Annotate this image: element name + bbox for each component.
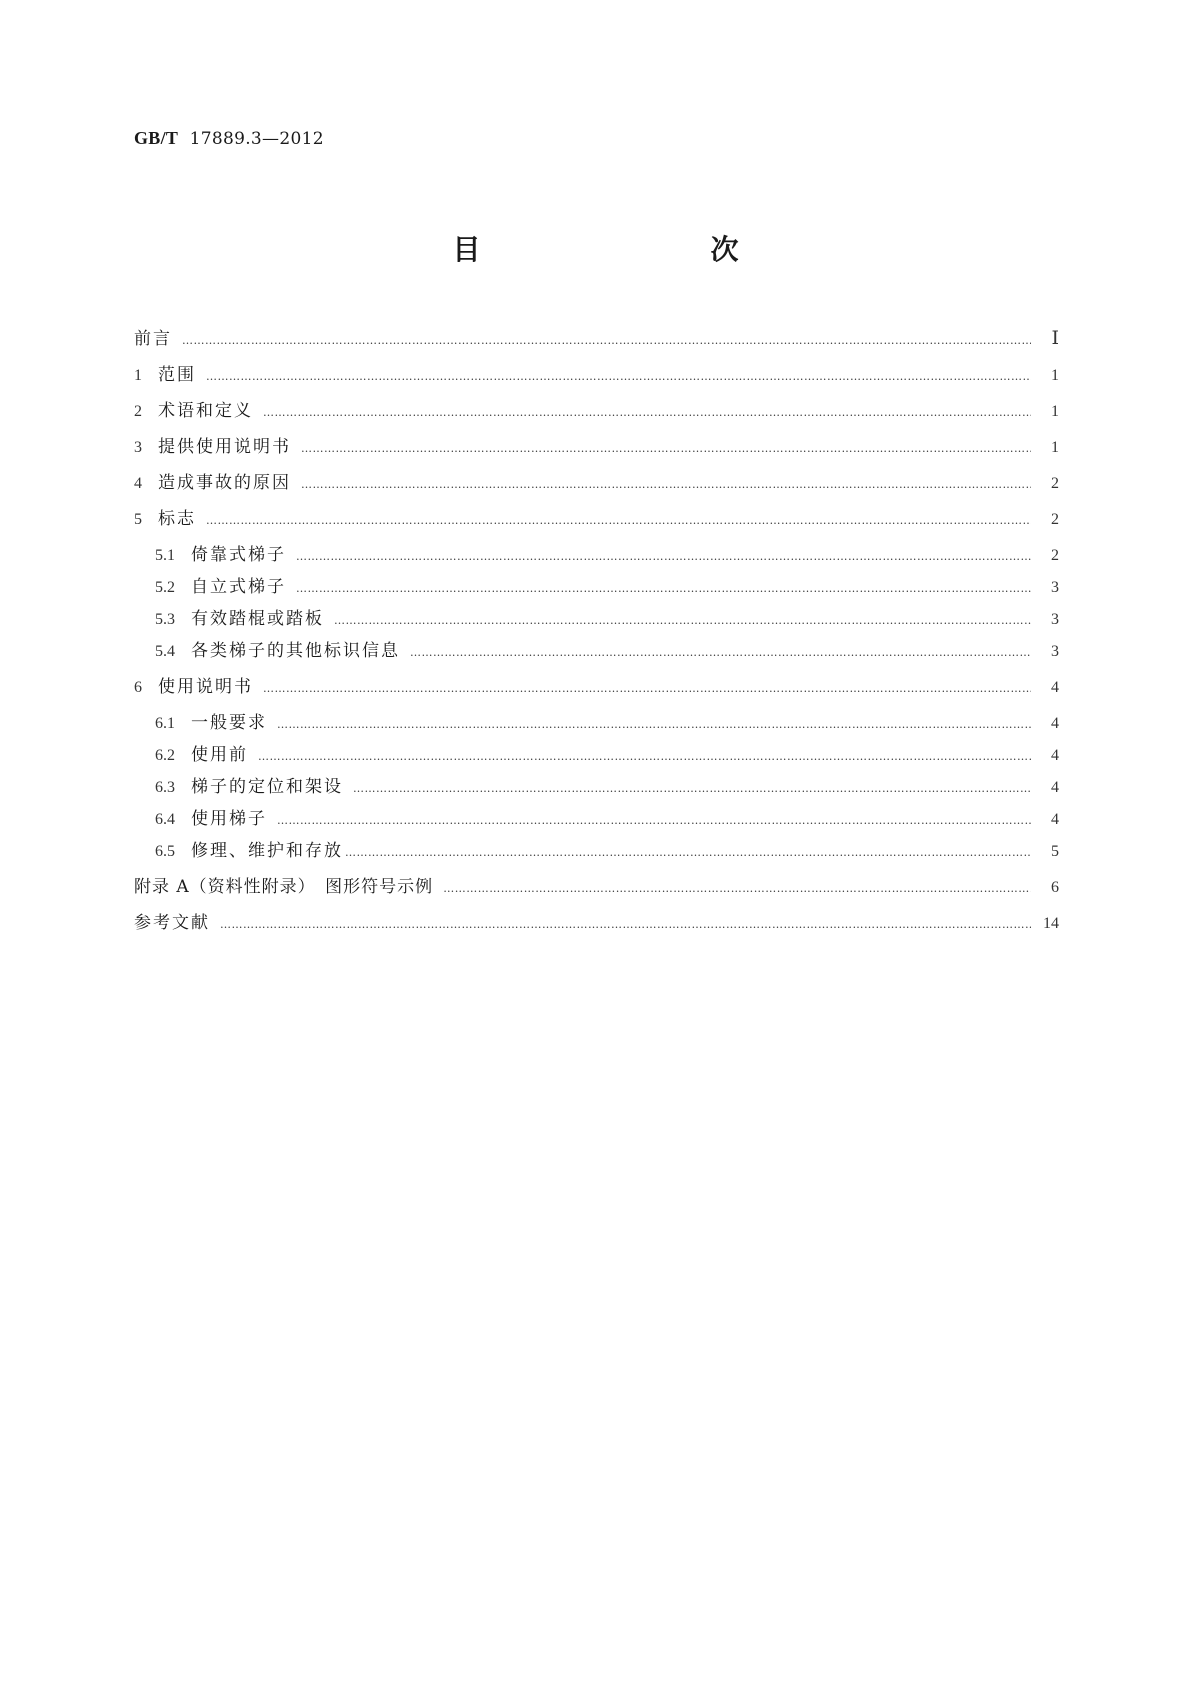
toc-entry-label: 自立式梯子 — [191, 577, 286, 597]
toc-dot-leader — [263, 678, 1031, 700]
toc-entry-label: 使用梯子 — [191, 809, 267, 829]
toc-dot-leader — [296, 546, 1031, 568]
toc-page-number: Ⅰ — [1051, 328, 1059, 349]
toc-entry-5-4[interactable] — [134, 640, 1059, 664]
toc-entry-label: 一般要求 — [191, 713, 267, 733]
toc-page-number: 4 — [1051, 779, 1059, 796]
toc-page-number: 4 — [1051, 715, 1059, 732]
toc-entry-1[interactable] — [134, 364, 1059, 388]
toc-dot-leader — [353, 778, 1031, 800]
toc-page-number: 4 — [1051, 679, 1059, 696]
toc-entry-number: 6.3 — [155, 779, 175, 796]
toc-entry-label: 有效踏棍或踏板 — [191, 609, 324, 629]
toc-page-number: 1 — [1051, 367, 1059, 384]
standard-number — [134, 128, 324, 149]
toc-entry-label: 梯子的定位和架设 — [191, 777, 343, 797]
toc-dot-leader — [182, 330, 1031, 352]
toc-entry-label: 参考文献 — [134, 913, 210, 933]
toc-entry-3[interactable] — [134, 436, 1059, 460]
toc-dot-leader — [277, 810, 1031, 832]
toc-entry-label: 造成事故的原因 — [158, 473, 291, 493]
toc-page-number: 3 — [1051, 611, 1059, 628]
toc-page-number: 3 — [1051, 579, 1059, 596]
toc-dot-leader — [296, 578, 1031, 600]
toc-entry-number: 5 — [134, 511, 142, 528]
toc-page-number: 2 — [1051, 547, 1059, 564]
toc-entry-label: 术语和定义 — [158, 401, 253, 421]
toc-entry-number: 3 — [134, 439, 142, 456]
toc-entry-number: 6.4 — [155, 811, 175, 828]
toc-entry-6[interactable] — [134, 676, 1059, 700]
toc-page-number: 1 — [1051, 439, 1059, 456]
toc-entry-4[interactable] — [134, 472, 1059, 496]
toc-entry-bibliography[interactable] — [134, 912, 1059, 936]
table-of-contents — [134, 328, 1059, 936]
toc-entry-6-1[interactable] — [134, 712, 1059, 736]
toc-dot-leader — [410, 642, 1031, 664]
toc-page-number: 5 — [1051, 843, 1059, 860]
toc-entry-number: 6.1 — [155, 715, 175, 732]
toc-entry-6-3[interactable] — [134, 776, 1059, 800]
toc-dot-leader — [206, 510, 1031, 532]
toc-entry-2[interactable] — [134, 400, 1059, 424]
toc-dot-leader — [258, 746, 1031, 768]
toc-dot-leader — [345, 842, 1031, 864]
toc-entry-number: 5.4 — [155, 643, 175, 660]
toc-entry-5[interactable] — [134, 508, 1059, 532]
toc-entry-number: 4 — [134, 475, 142, 492]
standard-code: 17889.3—2012 — [189, 129, 324, 149]
toc-page-number: 4 — [1051, 811, 1059, 828]
toc-entry-number: 2 — [134, 403, 142, 420]
toc-dot-leader — [301, 474, 1031, 496]
toc-entry-label: 使用前 — [191, 745, 248, 765]
toc-entry-label: 各类梯子的其他标识信息 — [191, 641, 400, 661]
toc-dot-leader — [263, 402, 1031, 424]
toc-entry-label: 标志 — [158, 509, 196, 529]
toc-entry-number: 6 — [134, 679, 142, 696]
toc-page-number: 6 — [1051, 879, 1059, 896]
toc-dot-leader — [443, 878, 1031, 900]
toc-entry-label: 修理、维护和存放 — [191, 841, 343, 861]
toc-entry-foreword[interactable] — [134, 328, 1059, 352]
toc-entry-number: 1 — [134, 367, 142, 384]
toc-dot-leader — [301, 438, 1031, 460]
toc-entry-label: 使用说明书 — [158, 677, 253, 697]
toc-page-number: 2 — [1051, 475, 1059, 492]
toc-entry-number: 5.2 — [155, 579, 175, 596]
toc-page-number: 1 — [1051, 403, 1059, 420]
toc-entry-number: 5.3 — [155, 611, 175, 628]
toc-entry-label: 前言 — [134, 329, 172, 349]
toc-entry-number: 6.5 — [155, 843, 175, 860]
toc-dot-leader — [220, 914, 1031, 936]
toc-entry-label: 范围 — [158, 365, 196, 385]
toc-entry-5-2[interactable] — [134, 576, 1059, 600]
toc-page-number: 2 — [1051, 511, 1059, 528]
page-title: 目 次 — [452, 233, 797, 266]
toc-entry-6-4[interactable] — [134, 808, 1059, 832]
toc-page-number: 14 — [1043, 915, 1059, 932]
toc-page-number: 3 — [1051, 643, 1059, 660]
toc-entry-label: 附录 A（资料性附录） 图形符号示例 — [134, 877, 434, 897]
toc-dot-leader — [334, 610, 1031, 632]
toc-entry-6-2[interactable] — [134, 744, 1059, 768]
toc-dot-leader — [206, 366, 1031, 388]
toc-entry-annex-a[interactable] — [134, 876, 1059, 900]
toc-entry-number: 5.1 — [155, 547, 175, 564]
toc-entry-5-3[interactable] — [134, 608, 1059, 632]
toc-entry-label: 倚靠式梯子 — [191, 545, 286, 565]
toc-dot-leader — [277, 714, 1031, 736]
toc-entry-label: 提供使用说明书 — [158, 437, 291, 457]
toc-entry-5-1[interactable] — [134, 544, 1059, 568]
toc-entry-6-5[interactable] — [134, 840, 1059, 864]
toc-entry-number: 6.2 — [155, 747, 175, 764]
toc-page-number: 4 — [1051, 747, 1059, 764]
standard-prefix: GB/T — [134, 128, 179, 148]
